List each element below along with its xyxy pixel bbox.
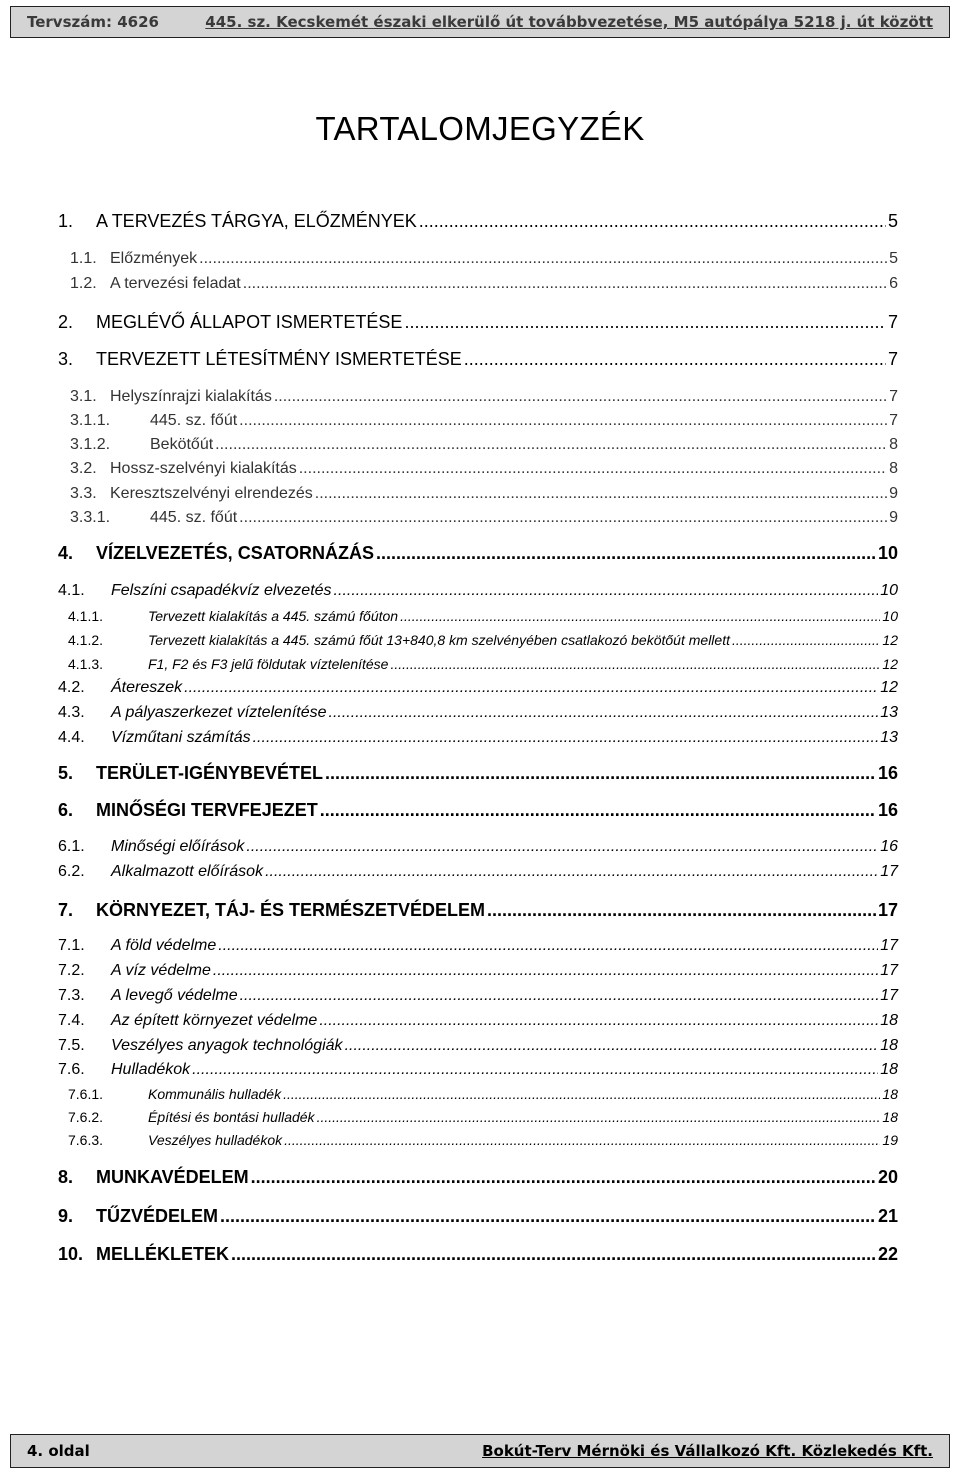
toc-entry-number: 3.2. — [70, 460, 97, 477]
toc-entry-4-3[interactable] — [58, 704, 898, 722]
toc-entry-page: 12 — [880, 679, 898, 696]
header-plan-number: Tervszám: 4626 — [27, 13, 159, 31]
toc-entry-number: 2. — [58, 312, 74, 332]
toc-entry-4-2[interactable] — [58, 679, 898, 697]
toc-entry-text: KÖRNYEZET, TÁJ- ÉS TERMÉSZETVÉDELEM — [96, 900, 486, 920]
toc-entry-7-2[interactable] — [58, 962, 898, 980]
toc-entry-text: TŰZVÉDELEM — [96, 1206, 219, 1226]
toc-entry-page: 22 — [877, 1244, 898, 1264]
toc-entry-4-1-1[interactable] — [58, 608, 898, 624]
toc-entry-text: Bekötőút — [150, 436, 214, 453]
toc-entry-text: VÍZELVEZETÉS, CSATORNÁZÁS — [96, 543, 375, 563]
toc-entry-7-5[interactable] — [58, 1037, 898, 1055]
toc-entry-page: 5 — [889, 250, 898, 267]
toc-entry-text: Veszélyes hulladékok — [148, 1132, 283, 1148]
toc-entry-page: 9 — [889, 509, 898, 526]
toc-entry-4-1[interactable] — [58, 582, 898, 600]
toc-entry-text: Tervezett kialakítás a 445. számú főúton — [148, 608, 399, 624]
toc-entry-number: 3. — [58, 349, 74, 369]
toc-entry-text: Minőségi előírások — [111, 838, 245, 855]
toc-entry-1-1[interactable] — [58, 250, 898, 268]
toc-entry-page: 21 — [877, 1206, 898, 1226]
toc-entry-page: 13 — [880, 704, 898, 721]
toc-entry-text: Alkalmazott előírások — [111, 863, 264, 880]
toc-entry-text: MELLÉKLETEK — [96, 1244, 229, 1264]
toc-entry-text: A levegő védelme — [111, 987, 238, 1004]
toc-entry-7-6-2[interactable] — [58, 1109, 898, 1125]
toc-entry-text: TERVEZETT LÉTESÍTMÉNY ISMERTETÉSE — [96, 349, 462, 369]
toc-entry-6[interactable] — [58, 800, 898, 821]
toc-entry-page: 16 — [877, 763, 898, 783]
toc-entry-7-1[interactable] — [58, 937, 898, 955]
toc-entry-page: 17 — [877, 900, 898, 920]
toc-entry-number: 4.1. — [58, 582, 85, 599]
toc-entry-page: 18 — [880, 1061, 898, 1078]
toc-entry-page: 17 — [880, 962, 898, 979]
toc-entry-4[interactable] — [58, 543, 898, 564]
toc-entry-number: 3.1. — [70, 388, 97, 405]
toc-entry-text: MINŐSÉGI TERVFEJEZET — [96, 800, 318, 820]
toc-entry-text: Keresztszelvényi elrendezés — [110, 485, 313, 502]
toc-entry-text: A tervezési feladat — [110, 275, 241, 292]
toc-entry-page: 8 — [889, 436, 898, 453]
toc-entry-number: 9. — [58, 1206, 74, 1226]
toc-entry-text: Tervezett kialakítás a 445. számú főút 13+840,8 km szelvényében csatlakozó bekötőút mellett — [148, 632, 730, 648]
toc-entry-number: 8. — [58, 1167, 74, 1187]
toc-entry-6-2[interactable] — [58, 863, 898, 881]
toc-entry-number: 1.1. — [70, 250, 97, 267]
toc-entry-page: 6 — [889, 275, 898, 292]
toc-entry-text: MEGLÉVŐ ÁLLAPOT ISMERTETÉSE — [96, 312, 403, 332]
toc-entry-number: 7.6. — [58, 1061, 85, 1078]
toc-entry-number: 4.4. — [58, 729, 85, 746]
toc-entry-page: 10 — [880, 582, 898, 599]
toc-entry-number: 10. — [58, 1244, 84, 1264]
toc-entry-3-1[interactable] — [58, 388, 898, 406]
toc-entry-3[interactable] — [58, 349, 898, 370]
toc-entry-text: Előzmények — [110, 250, 198, 267]
toc-entry-7-3[interactable] — [58, 987, 898, 1005]
toc-entry-4-1-3[interactable] — [58, 656, 898, 672]
toc-entry-8[interactable] — [58, 1167, 898, 1188]
toc-entry-7-6[interactable] — [58, 1061, 898, 1079]
toc-entry-page: 10 — [877, 543, 898, 563]
toc-entry-3-1-1[interactable] — [58, 412, 898, 430]
toc-entry-page: 12 — [882, 632, 898, 648]
toc-entry-7-6-3[interactable] — [58, 1132, 898, 1148]
toc-entry-number: 6.1. — [58, 838, 85, 855]
toc-entry-number: 6. — [58, 800, 74, 820]
toc-entry-number: 3.3.1. — [70, 509, 111, 526]
toc-entry-page: 7 — [889, 412, 898, 429]
page-title: TARTALOMJEGYZÉK — [315, 110, 645, 147]
footer-company-name: Bokút-Terv Mérnöki és Vállalkozó Kft. Közlekedés Kft. — [482, 1442, 933, 1460]
toc-entry-number: 4. — [58, 543, 74, 563]
toc-entry-7[interactable] — [58, 900, 898, 921]
toc-entry-text: Kommunális hulladék — [148, 1086, 282, 1102]
toc-entry-7-4[interactable] — [58, 1012, 898, 1030]
toc-entry-number: 7.3. — [58, 987, 85, 1004]
toc-entry-number: 4.1.1. — [68, 608, 104, 624]
toc-entry-5[interactable] — [58, 763, 898, 784]
toc-entry-text: Felszíni csapadékvíz elvezetés — [111, 582, 332, 599]
toc-entry-page: 16 — [877, 800, 898, 820]
page-header — [10, 6, 950, 38]
toc-entry-number: 5. — [58, 763, 74, 783]
toc-entry-text: MUNKAVÉDELEM — [96, 1167, 249, 1187]
toc-entry-10[interactable] — [58, 1244, 898, 1265]
toc-entry-page: 18 — [882, 1086, 898, 1102]
toc-entry-text: Helyszínrajzi kialakítás — [110, 388, 272, 405]
toc-entry-text: Veszélyes anyagok technológiák — [111, 1037, 343, 1054]
toc-entry-text: A föld védelme — [111, 937, 217, 954]
toc-entry-text: TERÜLET-IGÉNYBEVÉTEL — [96, 763, 324, 783]
toc-entry-3-3-1[interactable] — [58, 509, 898, 527]
toc-entry-text: Hossz-szelvényi kialakítás — [110, 460, 297, 477]
toc-entry-page: 19 — [882, 1132, 898, 1148]
toc-entry-3-1-2[interactable] — [58, 436, 898, 454]
toc-entry-6-1[interactable] — [58, 838, 898, 856]
toc-entry-text: A pályaszerkezet víztelenítése — [111, 704, 327, 721]
toc-entry-number: 4.1.2. — [68, 632, 104, 648]
toc-entry-number: 7.6.1. — [68, 1086, 104, 1102]
toc-entry-text: 445. sz. főút — [150, 509, 238, 526]
toc-entry-number: 4.1.3. — [68, 656, 104, 672]
toc-entry-page: 8 — [889, 460, 898, 477]
toc-entry-page: 13 — [880, 729, 898, 746]
toc-entry-page: 20 — [877, 1167, 898, 1187]
toc-entry-page: 18 — [880, 1037, 898, 1054]
toc-entry-page: 18 — [882, 1109, 898, 1125]
toc-entry-number: 1. — [58, 211, 74, 231]
toc-entry-1[interactable] — [58, 211, 898, 232]
toc-entry-9[interactable] — [58, 1206, 898, 1227]
toc-entry-number: 6.2. — [58, 863, 85, 880]
footer-page-number: 4. oldal — [27, 1442, 90, 1460]
header-project-title: 445. sz. Kecskemét északi elkerülő út továbbvezetése, M5 autópálya 5218 j. út között — [205, 13, 933, 31]
toc-entry-number: 3.1.2. — [70, 436, 111, 453]
toc-entry-text: Átereszek — [111, 679, 183, 696]
toc-entry-page: 10 — [882, 608, 898, 624]
toc-entry-number: 4.3. — [58, 704, 85, 721]
toc-entry-page: 18 — [880, 1012, 898, 1029]
toc-entry-number: 7. — [58, 900, 74, 920]
toc-entry-2[interactable] — [58, 312, 898, 333]
toc-entry-page: 17 — [880, 987, 898, 1004]
toc-entry-page: 9 — [889, 485, 898, 502]
toc-entry-page: 7 — [887, 349, 898, 369]
toc-entry-page: 5 — [887, 211, 898, 231]
toc-entry-text: A víz védelme — [111, 962, 211, 979]
toc-entry-text: Vízműtani számítás — [111, 729, 251, 746]
toc-entry-4-1-2[interactable] — [58, 632, 898, 648]
toc-entry-page: 7 — [889, 388, 898, 405]
toc-entry-3-3[interactable] — [58, 485, 898, 503]
toc-entry-page: 16 — [880, 838, 898, 855]
toc-entry-number: 7.5. — [58, 1037, 85, 1054]
toc-entry-text: A TERVEZÉS TÁRGYA, ELŐZMÉNYEK — [96, 211, 417, 231]
toc-entry-text: 445. sz. főút — [150, 412, 238, 429]
toc-entry-number: 7.1. — [58, 937, 85, 954]
toc-entry-number: 7.6.3. — [68, 1132, 104, 1148]
toc-entry-7-6-1[interactable] — [58, 1086, 898, 1102]
toc-entry-number: 4.2. — [58, 679, 85, 696]
toc-entry-page: 17 — [880, 937, 898, 954]
toc-entry-text: Az épített környezet védelme — [111, 1012, 318, 1029]
toc-entry-number: 7.4. — [58, 1012, 85, 1029]
toc-entry-number: 3.1.1. — [70, 412, 111, 429]
toc-entry-3-2[interactable] — [58, 460, 898, 478]
toc-entry-page: 12 — [882, 656, 898, 672]
toc-entry-text: F1, F2 és F3 jelű földutak víztelenítése — [148, 656, 389, 672]
toc-entry-number: 1.2. — [70, 275, 97, 292]
toc-entry-number: 3.3. — [70, 485, 97, 502]
toc-entry-number: 7.6.2. — [68, 1109, 104, 1125]
toc-entry-4-4[interactable] — [58, 729, 898, 747]
toc-entry-number: 7.2. — [58, 962, 85, 979]
toc-entry-1-2[interactable] — [58, 275, 898, 293]
toc-entry-text: Építési és bontási hulladék — [148, 1109, 315, 1125]
toc-entry-page: 17 — [880, 863, 898, 880]
toc-entry-page: 7 — [887, 312, 898, 332]
page-footer — [10, 1434, 950, 1468]
toc-entry-text: Hulladékok — [111, 1061, 191, 1078]
